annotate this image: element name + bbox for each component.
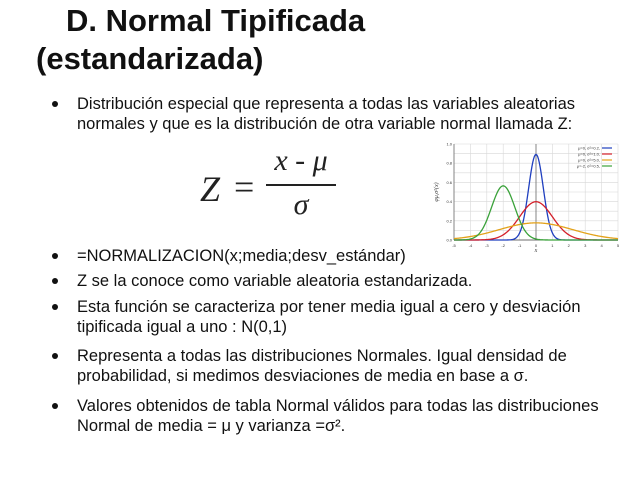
x-tick-label: 0 [534, 243, 538, 248]
bullet-item [52, 297, 622, 337]
x-tick-label: 5 [616, 243, 620, 248]
bullet-dot-icon [52, 101, 58, 107]
x-tick-label: -1 [517, 243, 522, 248]
bullet-text: =NORMALIZACION(x;media;desv_estándar) [77, 247, 406, 265]
x-tick-label: 1 [551, 243, 554, 248]
bullet-dot-icon [52, 353, 58, 359]
x-tick-label: -4 [468, 243, 473, 248]
legend-label: μ=-2, σ²=0.5, [576, 163, 600, 169]
bullet-item [52, 346, 622, 386]
x-axis-label: x [534, 248, 538, 252]
bullet-item [52, 94, 622, 134]
x-tick-label: 2 [567, 243, 570, 248]
x-tick-label: -3 [485, 243, 489, 248]
bullet-item [52, 396, 622, 436]
x-tick-label: -5 [452, 243, 456, 248]
bullet-text: Z se la conoce como variable aleatoria estandarizada. [77, 272, 473, 290]
y-tick-label: 0.2 [446, 218, 452, 224]
z-formula [200, 144, 360, 230]
bullet-text: Distribución especial que representa a todas las variables aleatorias normales y que es la distribución de otra variable normal llamada Z: [77, 95, 576, 133]
normal-distribution-chart [432, 140, 622, 252]
bullet-dot-icon [52, 278, 58, 284]
legend-label: μ=0, σ²=1.0, [578, 151, 600, 157]
x-tick-label: 3 [584, 243, 587, 248]
x-tick-label: -2 [501, 243, 505, 248]
title-line-2: (estandarizada) [36, 41, 264, 76]
bullet-text: Valores obtenidos de tabla Normal válidos para todas las distribuciones Normal de media = μ y varianza =σ². [77, 397, 599, 435]
legend-label: μ=0, σ²=0.2, [578, 145, 600, 151]
bullet-dot-icon [52, 403, 58, 409]
y-axis-label: φμ,σ²(x) [434, 182, 440, 202]
title-line-1: D. Normal Tipificada [66, 3, 366, 38]
y-tick-label: 0.0 [446, 237, 452, 243]
formula-denominator: σ [293, 188, 309, 221]
bullet-dot-icon [52, 253, 58, 259]
x-tick-label: 4 [600, 243, 603, 248]
formula-lhs: Z [200, 169, 221, 209]
y-tick-label: 0.6 [446, 179, 452, 185]
fraction-bar [266, 184, 336, 186]
formula-equals: = [234, 167, 255, 207]
bullet-text: Esta función se caracteriza por tener media igual a cero y desviación tipificada igual a uno : N(0,1) [77, 298, 581, 336]
y-tick-label: 0.4 [446, 199, 452, 205]
formula-numerator: x - μ [274, 144, 328, 177]
bullet-item [52, 271, 622, 291]
legend-label: μ=0, σ²=5.0, [578, 157, 600, 163]
y-tick-label: 0.8 [446, 160, 452, 166]
bullet-dot-icon [52, 304, 58, 310]
y-tick-label: 1.0 [446, 141, 452, 147]
slide-title [36, 2, 596, 78]
bullet-text: Representa a todas las distribuciones Normales. Igual densidad de probabilidad, si medimos desviaciones de media en base a σ. [77, 347, 567, 385]
